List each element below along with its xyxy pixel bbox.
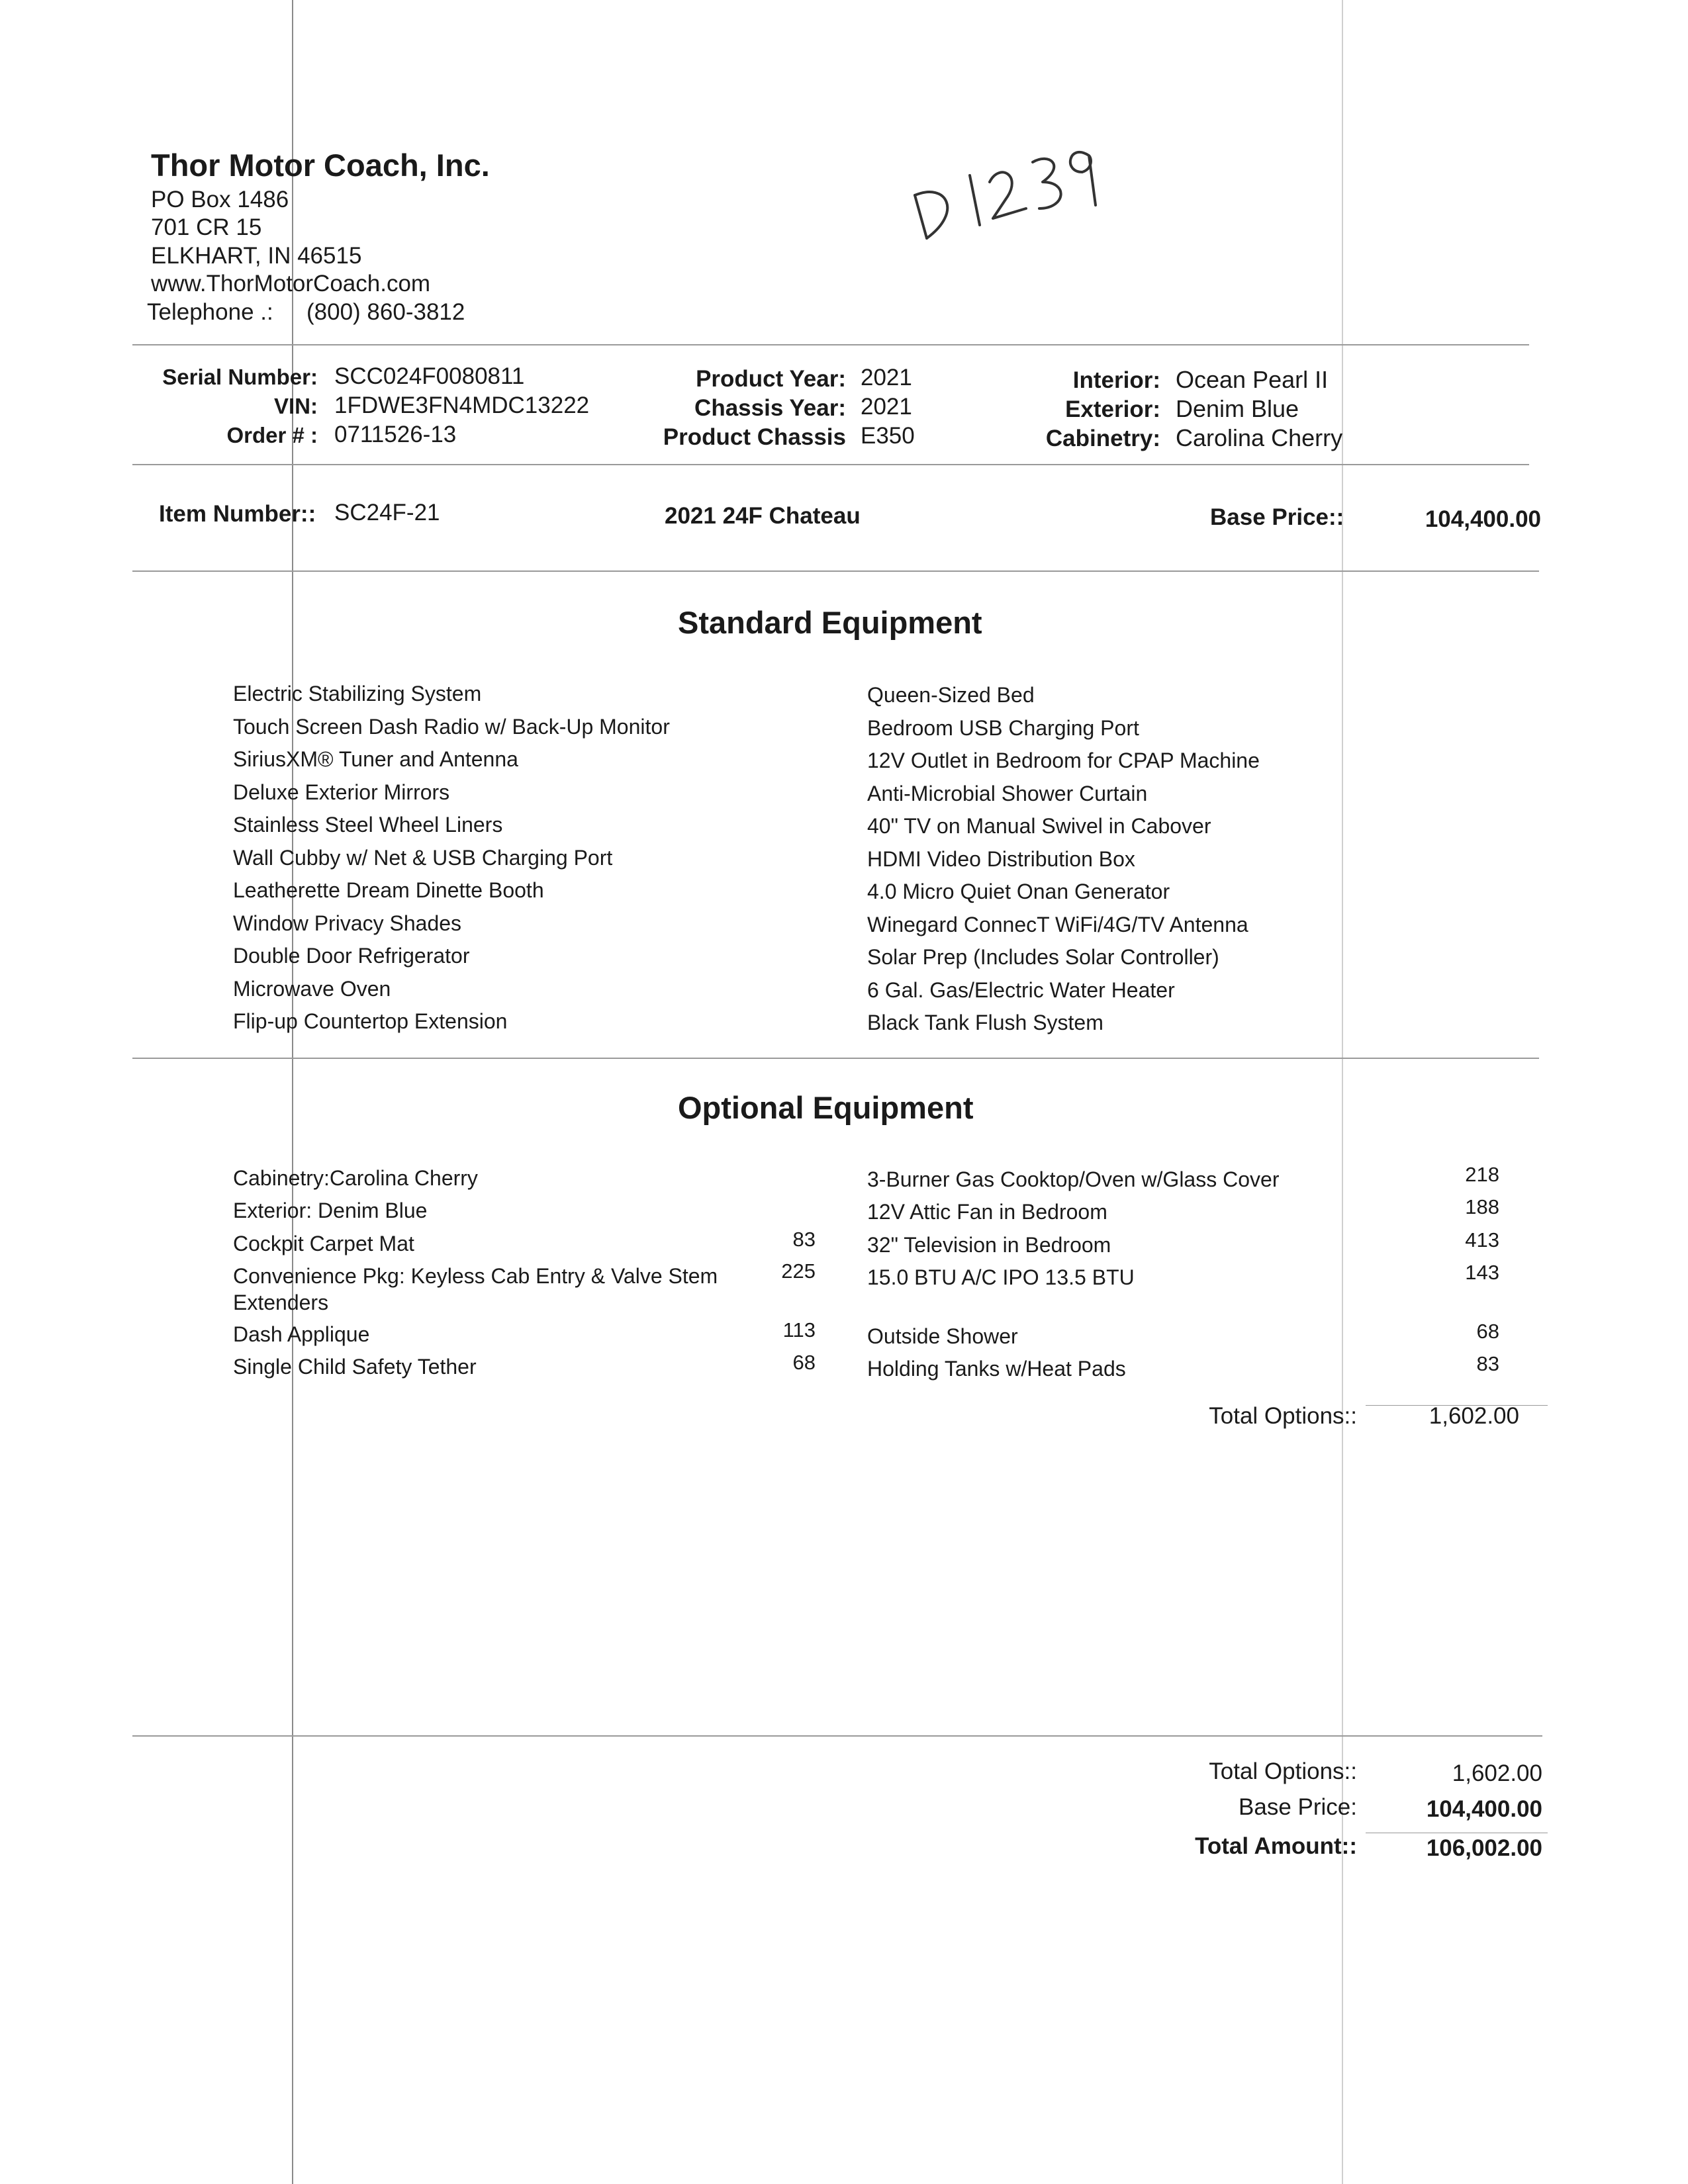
telephone-value: (800) 860-3812 (306, 299, 465, 325)
list-item: Black Tank Flush System (867, 1011, 1103, 1034)
list-item: Holding Tanks w/Heat Pads (867, 1357, 1126, 1381)
list-item: Leatherette Dream Dinette Booth (233, 878, 544, 902)
order-value: 0711526-13 (334, 422, 457, 447)
item-price: 413 (1465, 1228, 1499, 1251)
list-item: Stainless Steel Wheel Liners (233, 813, 503, 837)
company-name: Thor Motor Coach, Inc. (151, 148, 490, 183)
product-year-label: Product Year: (696, 366, 846, 392)
exterior-label: Exterior: (1065, 396, 1160, 422)
list-item: SiriusXM® Tuner and Antenna (233, 747, 518, 771)
list-item: Convenience Pkg: Keyless Cab Entry & Valve Stem (233, 1264, 718, 1288)
cabinetry-label: Cabinetry: (1045, 426, 1160, 451)
summary-total-amount-value: 106,002.00 (1426, 1835, 1542, 1861)
list-item: Electric Stabilizing System (233, 682, 482, 705)
base-price-label: Base Price:: (1210, 504, 1344, 530)
list-item: Dash Applique (233, 1322, 370, 1346)
base-price-value: 104,400.00 (1425, 506, 1541, 532)
summary-total-options-value: 1,602.00 (1452, 1760, 1542, 1786)
item-price: 218 (1465, 1163, 1499, 1186)
item-price: 68 (1476, 1320, 1499, 1343)
list-item: Cabinetry:Carolina Cherry (233, 1166, 478, 1190)
list-item: Outside Shower (867, 1324, 1018, 1348)
list-item: Window Privacy Shades (233, 911, 462, 935)
model-name: 2021 24F Chateau (665, 503, 861, 529)
handwritten-note (907, 136, 1099, 242)
list-item: 12V Attic Fan in Bedroom (867, 1200, 1107, 1224)
cabinetry-value: Carolina Cherry (1176, 424, 1343, 451)
list-item: Solar Prep (Includes Solar Controller) (867, 945, 1219, 969)
list-item: Wall Cubby w/ Net & USB Charging Port (233, 846, 613, 870)
divider-3 (132, 570, 1539, 572)
list-item: Flip-up Countertop Extension (233, 1009, 508, 1033)
item-number-label: Item Number:: (159, 501, 316, 527)
optional-equipment-heading: Optional Equipment (678, 1090, 974, 1125)
list-item: 32" Television in Bedroom (867, 1233, 1111, 1257)
standard-equipment-heading: Standard Equipment (678, 605, 982, 640)
list-item: Touch Screen Dash Radio w/ Back-Up Monitor (233, 715, 670, 739)
interior-value: Ocean Pearl II (1176, 366, 1329, 393)
summary-base-price-value: 104,400.00 (1426, 1796, 1542, 1822)
summary-total-amount-label: Total Amount:: (1195, 1833, 1357, 1859)
list-item: Bedroom USB Charging Port (867, 716, 1139, 740)
item-price: 143 (1465, 1261, 1499, 1284)
list-item: Anti-Microbial Shower Curtain (867, 782, 1148, 805)
company-website: www.ThorMotorCoach.com (151, 271, 431, 296)
divider-1 (132, 344, 1529, 345)
product-chassis-value: E350 (861, 423, 915, 449)
order-label: Order # : (226, 423, 318, 447)
list-item: 40" TV on Manual Swivel in Cabover (867, 814, 1211, 838)
vin-label: VIN: (274, 394, 318, 418)
list-item: Cockpit Carpet Mat (233, 1232, 414, 1255)
list-item: HDMI Video Distribution Box (867, 847, 1135, 871)
list-item: Winegard ConnecT WiFi/4G/TV Antenna (867, 913, 1248, 936)
chassis-year-value: 2021 (861, 394, 912, 420)
list-item: Microwave Oven (233, 977, 391, 1001)
item-price: 68 (792, 1351, 816, 1374)
item-price: 83 (792, 1228, 816, 1251)
serial-number-label: Serial Number: (162, 365, 318, 389)
item-price: 113 (782, 1318, 816, 1342)
company-city: ELKHART, IN 46515 (151, 243, 362, 269)
summary-total-options-label: Total Options:: (1209, 1758, 1357, 1784)
product-chassis-label: Product Chassis (663, 424, 846, 450)
product-year-value: 2021 (861, 365, 912, 390)
list-item: Single Child Safety Tether (233, 1355, 477, 1379)
divider-4 (132, 1058, 1539, 1059)
list-item-continued: Extenders (233, 1291, 329, 1314)
exterior-value: Denim Blue (1176, 395, 1299, 422)
list-item: Queen-Sized Bed (867, 683, 1035, 707)
company-po-box: PO Box 1486 (151, 187, 289, 212)
telephone-label: Telephone .: (147, 299, 273, 325)
list-item: 6 Gal. Gas/Electric Water Heater (867, 978, 1175, 1002)
interior-label: Interior: (1072, 367, 1160, 393)
vin-value: 1FDWE3FN4MDC13222 (334, 392, 590, 418)
serial-number-value: SCC024F0080811 (334, 363, 525, 389)
list-item: Deluxe Exterior Mirrors (233, 780, 450, 804)
item-number-value: SC24F-21 (334, 500, 440, 525)
list-item: Exterior: Denim Blue (233, 1199, 428, 1222)
divider-5 (132, 1735, 1542, 1737)
scan-line-left (292, 0, 293, 2184)
item-price: 225 (781, 1259, 816, 1283)
item-price: 83 (1476, 1352, 1499, 1375)
list-item: 15.0 BTU A/C IPO 13.5 BTU (867, 1265, 1135, 1289)
list-item: 3-Burner Gas Cooktop/Oven w/Glass Cover (867, 1167, 1280, 1191)
item-price: 188 (1465, 1195, 1499, 1218)
summary-base-price-label: Base Price: (1239, 1794, 1357, 1820)
list-item: Double Door Refrigerator (233, 944, 470, 968)
company-street: 701 CR 15 (151, 214, 262, 240)
optional-total-value: 1,602.00 (1429, 1403, 1519, 1429)
list-item: 4.0 Micro Quiet Onan Generator (867, 880, 1170, 903)
optional-total-label: Total Options:: (1209, 1403, 1357, 1429)
list-item: 12V Outlet in Bedroom for CPAP Machine (867, 749, 1260, 772)
chassis-year-label: Chassis Year: (694, 395, 846, 421)
divider-2 (132, 464, 1529, 465)
